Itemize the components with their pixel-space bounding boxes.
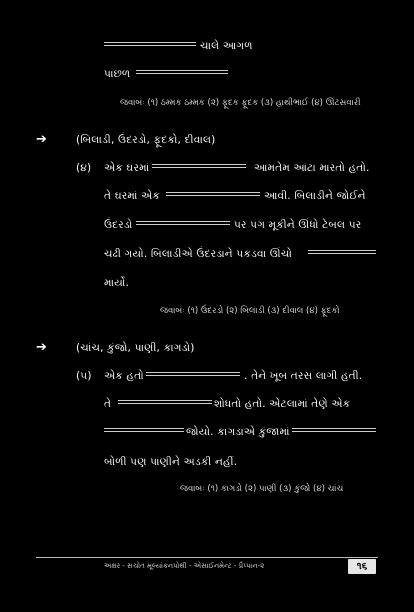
arrow-icon: ➔ <box>36 132 47 147</box>
s5-line1a: એક હતો <box>104 370 144 382</box>
section4-words: (બિલાડી, ઉંદરડો, ફૂદકો, દીવાલ) <box>76 134 216 146</box>
blank-s4-2 <box>166 192 260 196</box>
footer-text: અક્ષર - સચોત મૂલ્યાંકનપોથી - એસાઈનમેન્ટ - પ્રૈપ્પાન-૨ <box>104 562 265 570</box>
s4-line1b: આમતેમ આંટા મારતો હતો. <box>254 162 370 174</box>
blank-2 <box>136 70 228 74</box>
blank-s4-4 <box>308 250 376 254</box>
blank-s5-2 <box>118 400 212 404</box>
blank-1 <box>104 42 196 46</box>
blank-s5-3 <box>104 428 184 432</box>
s4-line2a: તે ઘરમાં એક <box>104 190 160 202</box>
section4-answer: જવાબઃ (૧) ઉંદરડો (૨) બિલાડી (૩) દીવાલ (૪) ફૂદકો <box>160 306 340 316</box>
line-1-text: ચાલે આગળ <box>200 40 253 52</box>
s4-line4a: ચઢી ગયો. બિલાડીએ ઉંદરડાને પકડવા ઊંચો <box>104 248 293 260</box>
arrow-icon: ➔ <box>36 340 47 355</box>
section5-number: (૫) <box>76 370 92 382</box>
page-number: ૧૬ <box>348 559 376 574</box>
blank-s5-4 <box>292 428 376 432</box>
s5-line4: બોળી પણ પાણીને અડકી નહીં. <box>104 456 238 468</box>
blank-s4-1 <box>152 164 246 168</box>
s4-line2b: આવી. બિલાડીને જોઈને <box>264 190 366 202</box>
s5-line2b: શોધતો હતો. એટલામાં તેણે એક <box>214 398 351 410</box>
section5-answer: જવાબઃ (૧) કાગડો (૨) પાણી (૩) કુંજો (૪) ચાંચ <box>180 484 344 494</box>
blank-s5-1 <box>146 372 240 376</box>
line-2-text: પાછળ <box>104 68 131 80</box>
s4-line5: માર્યો. <box>104 277 130 289</box>
s5-line2a: તે <box>104 398 112 410</box>
blank-s4-3 <box>136 221 230 225</box>
answer-top: જવાબઃ (૧) ઠમ્મક ઠમ્મક (૨) ફૂદક ફૂદક (૩) હાથીભાઈ (૪) ઊંટસવારી <box>120 98 361 108</box>
footer-divider <box>36 557 378 558</box>
s5-line3a: જોયો. કાગડાએ કુંજામાં <box>186 426 290 438</box>
section4-number: (૪) <box>76 162 92 174</box>
s4-line3b: પર પગ મૂકીને ઊંધો ટેબલ પર <box>234 219 362 231</box>
s4-line1a: એક ઘરમાં <box>104 162 150 174</box>
section5-words: (ચાંચ, કુંજો, પાણી, કાગડો) <box>76 342 195 354</box>
s5-line1b: . તેને ખૂબ તરસ લાગી હતી. <box>244 370 363 382</box>
s4-line3a: ઉંદરડો <box>104 219 133 231</box>
